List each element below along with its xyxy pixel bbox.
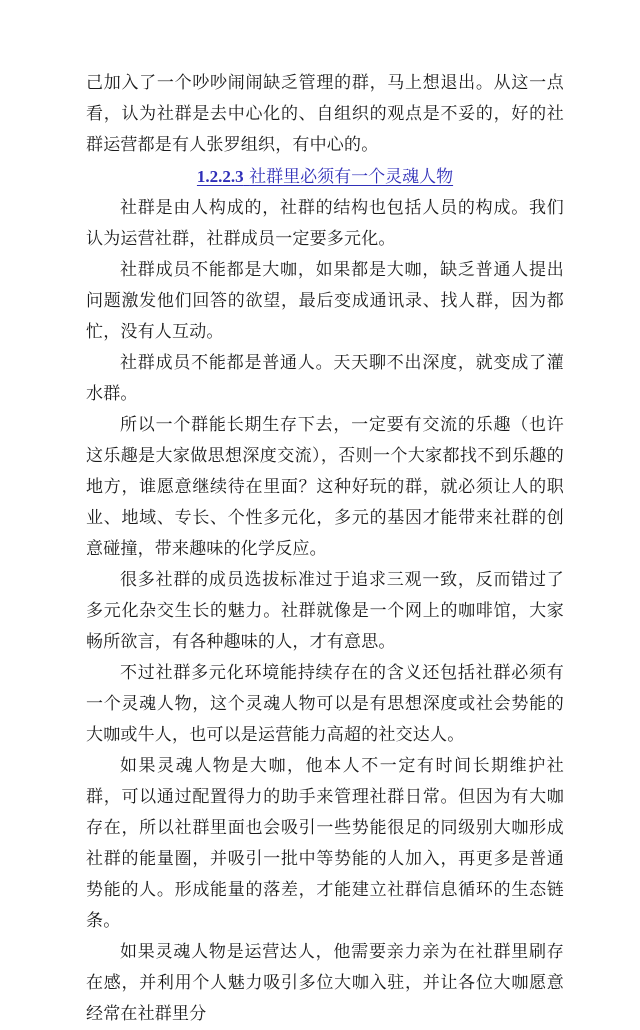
paragraph: 如果灵魂人物是大咖，他本人不一定有时间长期维护社群，可以通过配置得力的助手来管理社群日常。但因为有大咖存在，所以社群里面也会吸引一些势能很足的同级别大咖形成社群的能量圈，并吸引一批中等势能的人加入，再更多是普通势能的人。形成能量的落差，才能建立社群信息循环的生态链条。 (86, 756, 564, 931)
paragraph-continuation: 己加入了一个吵吵闹闹缺乏管理的群，马上想退出。从这一点看，认为社群是去中心化的、自组织的观点是不妥的，好的社群运营都是有人张罗组织，有中心的。 (86, 73, 564, 155)
section-heading[interactable] (86, 161, 564, 193)
section-title: 社群里必须有一个灵魂人物 (249, 167, 454, 187)
paragraph: 社群成员不能都是大咖，如果都是大咖，缺乏普通人提出问题激发他们回答的欲望，最后变成通讯录、找人群，因为都忙，没有人互动。 (86, 260, 564, 342)
paragraph: 如果灵魂人物是运营达人，他需要亲力亲为在社群里刷存在感，并利用个人魅力吸引多位大咖入驻，并让各位大咖愿意经常在社群里分 (86, 942, 564, 1024)
document-page (86, 68, 564, 1030)
paragraph: 社群是由人构成的，社群的结构也包括人员的构成。我们认为运营社群，社群成员一定要多元化。 (86, 198, 564, 249)
section-number: 1.2.2.3 (196, 167, 244, 186)
paragraph: 很多社群的成员选拔标准过于追求三观一致，反而错过了多元化杂交生长的魅力。社群就像是一个网上的咖啡馆，大家畅所欲言，有各种趣味的人，才有意思。 (86, 570, 564, 652)
paragraph: 社群成员不能都是普通人。天天聊不出深度，就变成了灌水群。 (86, 353, 564, 404)
paragraph: 所以一个群能长期生存下去，一定要有交流的乐趣（也许这乐趣是大家做思想深度交流），否则一个大家都找不到乐趣的地方，谁愿意继续待在里面？这种好玩的群，就必须让人的职业、地域、专长、个性多元化，多元的基因才能带来社群的创意碰撞，带来趣味的化学反应。 (86, 415, 564, 559)
paragraph: 不过社群多元化环境能持续存在的含义还包括社群必须有一个灵魂人物，这个灵魂人物可以是有思想深度或社会势能的大咖或牛人，也可以是运营能力高超的社交达人。 (86, 663, 564, 745)
